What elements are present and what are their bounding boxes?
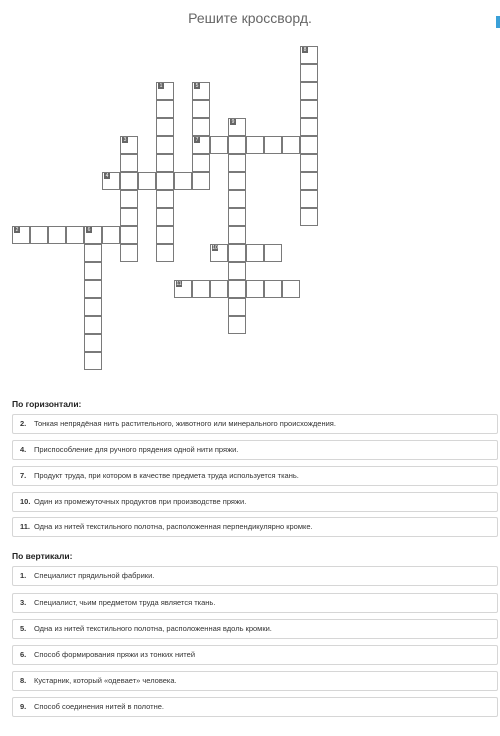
clue-across-11: 11. Одна из нитей текстильного полотна, расположенная перпендикулярно кромке. [12,517,498,537]
grid-cell[interactable] [84,226,102,244]
grid-cell[interactable] [120,208,138,226]
grid-cell[interactable] [156,244,174,262]
grid-cell[interactable] [192,172,210,190]
grid-cell[interactable] [102,226,120,244]
grid-cell[interactable] [30,226,48,244]
grid-cell[interactable] [210,136,228,154]
grid-cell[interactable] [300,100,318,118]
grid-cell[interactable] [300,172,318,190]
grid-cell[interactable] [228,280,246,298]
grid-cell[interactable] [192,82,210,100]
cell-number: 3 [123,137,127,143]
grid-cell[interactable] [228,226,246,244]
grid-cell[interactable] [66,226,84,244]
clue-down-5: 5. Одна из нитей текстильного полотна, расположенная вдоль кромки. [12,619,498,639]
grid-cell[interactable] [228,172,246,190]
grid-cell[interactable] [228,136,246,154]
grid-cell[interactable] [84,316,102,334]
grid-cell[interactable] [84,352,102,370]
clue-down-3: 3. Специалист, чьим предметом труда является ткань. [12,593,498,613]
down-heading: По вертикали: [12,551,73,561]
grid-cell[interactable] [84,244,102,262]
cell-number: 4 [105,173,109,179]
grid-cell[interactable] [228,316,246,334]
cell-number: 1 [159,83,163,89]
grid-cell[interactable] [264,244,282,262]
grid-cell[interactable] [300,190,318,208]
grid-cell[interactable] [156,100,174,118]
grid-cell[interactable] [264,280,282,298]
grid-cell[interactable] [84,262,102,280]
grid-cell[interactable] [228,244,246,262]
grid-cell[interactable] [192,100,210,118]
clue-down-9: 9. Способ соединения нитей в полотне. [12,697,498,717]
clue-across-7: 7. Продукт труда, при котором в качестве предмета труда используется ткань. [12,466,498,486]
cell-number: 2 [15,227,19,233]
grid-cell[interactable] [156,154,174,172]
cell-number: 9 [231,119,235,125]
grid-cell[interactable] [228,118,246,136]
grid-cell[interactable] [12,226,30,244]
grid-cell[interactable] [156,172,174,190]
grid-cell[interactable] [300,136,318,154]
grid-cell[interactable] [210,244,228,262]
grid-cell[interactable] [120,244,138,262]
grid-cell[interactable] [174,280,192,298]
grid-cell[interactable] [156,118,174,136]
grid-cell[interactable] [282,280,300,298]
grid-cell[interactable] [228,208,246,226]
grid-cell[interactable] [228,298,246,316]
cell-number: 11 [176,281,182,287]
grid-cell[interactable] [120,154,138,172]
grid-cell[interactable] [246,280,264,298]
grid-cell[interactable] [156,226,174,244]
cell-number: 6 [87,227,91,233]
clue-down-6: 6. Способ формирования пряжи из тонких нитей [12,645,498,665]
grid-cell[interactable] [102,172,120,190]
grid-cell[interactable] [192,154,210,172]
grid-cell[interactable] [300,82,318,100]
clue-down-1: 1. Специалист прядильной фабрики. [12,566,498,586]
clue-across-4: 4. Приспособление для ручного прядения одной нити пряжи. [12,440,498,460]
clue-across-10: 10. Один из промежуточных продуктов при производстве пряжи. [12,492,498,512]
clue-across-2: 2. Тонкая непрядёная нить растительного, животного или минерального происхождения. [12,414,498,434]
grid-cell[interactable] [300,46,318,64]
grid-cell[interactable] [300,208,318,226]
grid-cell[interactable] [120,226,138,244]
cell-number: 7 [195,137,199,143]
grid-cell[interactable] [210,280,228,298]
clue-down-8: 8. Кустарник, который «одевает» человека. [12,671,498,691]
grid-cell[interactable] [192,118,210,136]
cell-number: 8 [303,47,307,53]
grid-cell[interactable] [264,136,282,154]
grid-cell[interactable] [120,136,138,154]
grid-cell[interactable] [228,262,246,280]
grid-cell[interactable] [120,172,138,190]
cell-number: 10 [212,245,218,251]
grid-cell[interactable] [300,64,318,82]
grid-cell[interactable] [192,136,210,154]
grid-cell[interactable] [156,190,174,208]
page-title: Решите кроссворд. [188,10,312,26]
grid-cell[interactable] [120,190,138,208]
grid-cell[interactable] [300,118,318,136]
grid-cell[interactable] [228,154,246,172]
grid-cell[interactable] [156,82,174,100]
grid-cell[interactable] [84,280,102,298]
grid-cell[interactable] [246,244,264,262]
grid-cell[interactable] [192,280,210,298]
grid-cell[interactable] [48,226,66,244]
grid-cell[interactable] [282,136,300,154]
grid-cell[interactable] [174,172,192,190]
grid-cell[interactable] [246,136,264,154]
grid-cell[interactable] [138,172,156,190]
cell-number: 5 [195,83,199,89]
grid-cell[interactable] [84,298,102,316]
grid-cell[interactable] [84,334,102,352]
grid-cell[interactable] [228,190,246,208]
across-heading: По горизонтали: [12,399,82,409]
grid-cell[interactable] [156,208,174,226]
grid-cell[interactable] [156,136,174,154]
grid-cell[interactable] [300,154,318,172]
